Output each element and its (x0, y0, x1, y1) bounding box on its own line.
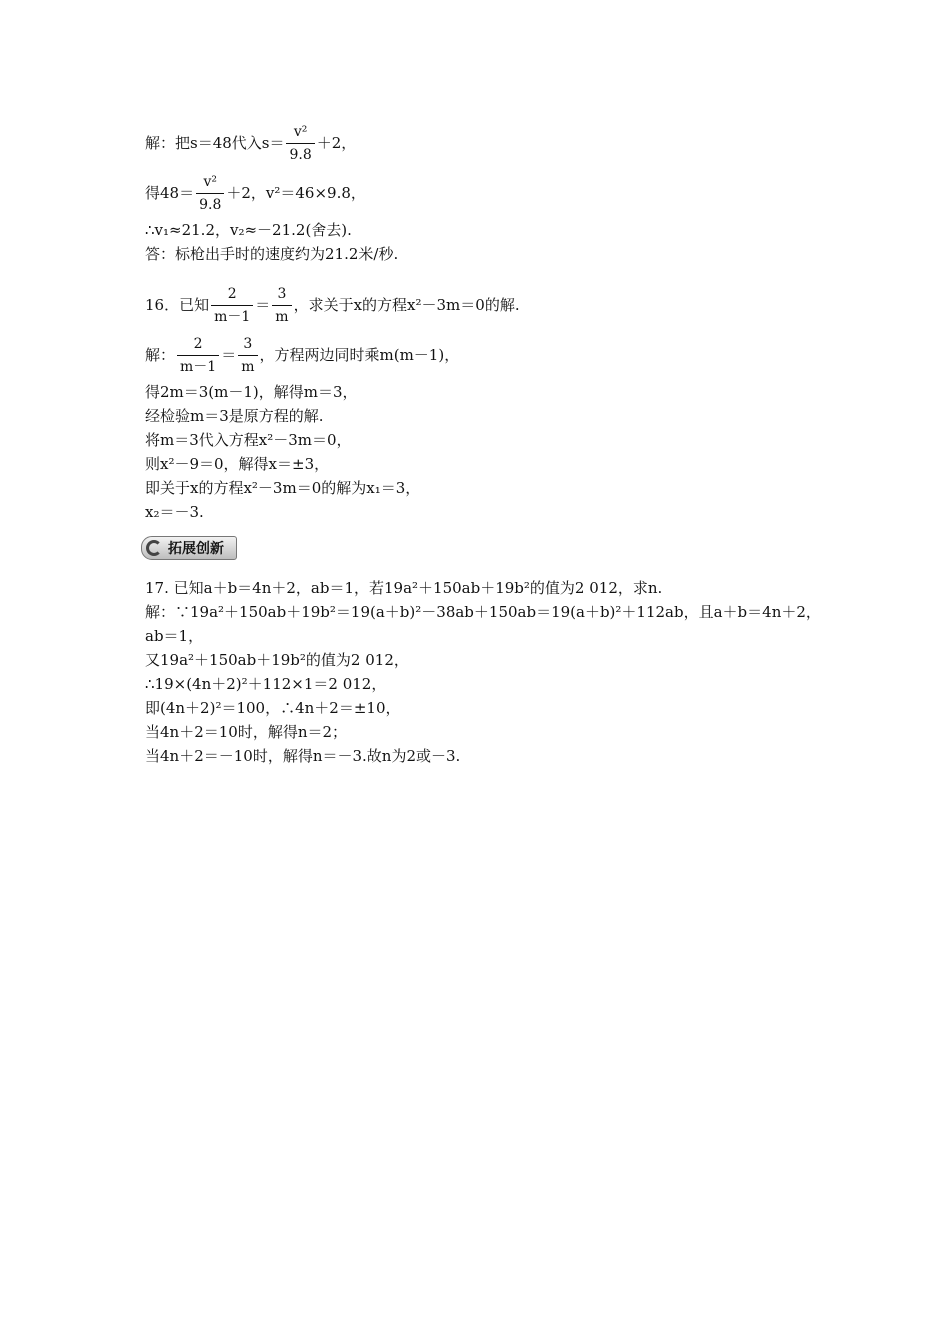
p16-solution-line: 得2m＝3(m－1)，解得m＝3， (145, 383, 358, 401)
section-badge-label: 拓展创新 (168, 541, 224, 557)
p15-answer: 答：标枪出手时的速度约为21.2米/秒. (145, 245, 399, 263)
p16-solution-suffix: ，方程两边同时乘m(m－1)， (259, 346, 460, 364)
p16-q-fraction-2 (272, 285, 291, 326)
section-header (141, 532, 825, 564)
p16-question-equals: ＝ (255, 296, 271, 314)
p17-solution-line: 当4n＋2＝－10时，解得n＝－3.故n为2或－3. (145, 747, 461, 765)
p16-solution-line: 即关于x的方程x²－3m＝0的解为x₁＝3， (145, 479, 421, 497)
p17-solution-line: 即(4n＋2)²＝100，∴4n＋2＝±10， (145, 699, 401, 717)
p15-fraction-2-denominator: 9.8 (196, 193, 224, 214)
p17-solution-line: ab＝1， (145, 627, 204, 645)
p15-fraction-1-numerator: v² (293, 123, 308, 140)
p16-q-fraction-2-numerator: 3 (277, 285, 287, 302)
p15-line-2-suffix: ＋2，v²＝46×9.8， (226, 184, 366, 202)
p17-solution-line: ∴19×(4n＋2)²＋112×1＝2 012， (145, 675, 387, 693)
p17-solution-line: 解：∵19a²＋150ab＋19b²＝19(a＋b)²－38ab＋150ab＝19(a＋b)²＋112ab，且a＋b＝4n＋2， (145, 603, 821, 621)
p17-question: 17. 已知a＋b＝4n＋2，ab＝1，若19a²＋150ab＋19b²的值为2 012，求n. (145, 579, 663, 597)
p16-q-fraction-1-numerator: 2 (227, 285, 237, 302)
document-content (145, 118, 825, 768)
p16-solution-line: 将m＝3代入方程x²－3m＝0， (145, 431, 352, 449)
p16-question-prefix: 16．已知 (145, 296, 210, 314)
p16-solution-line: 则x²－9＝0，解得x＝±3， (145, 455, 330, 473)
p16-s-fraction-2-numerator: 3 (243, 335, 253, 352)
p15-line-2-prefix: 得48＝ (145, 184, 195, 202)
c-logo-icon (146, 540, 162, 556)
p15-fraction-2-numerator: v² (203, 173, 217, 190)
p16-question (145, 280, 825, 330)
p17-solution-line: 又19a²＋150ab＋19b²的值为2 012， (145, 651, 409, 669)
p16-q-fraction-2-denominator: m (272, 305, 291, 326)
p15-line-2 (145, 168, 825, 218)
p16-solution-prefix: 解： (145, 346, 176, 364)
p16-s-fraction-2 (238, 335, 257, 376)
p15-line-3: ∴v₁≈21.2，v₂≈－21.2(舍去). (145, 221, 352, 239)
p16-solution-line-1 (145, 330, 825, 380)
p16-solution-line: 经检验m＝3是原方程的解. (145, 407, 324, 425)
p15-fraction-1-denominator: 9.8 (286, 143, 314, 164)
p15-fraction-1 (286, 123, 314, 164)
p16-question-suffix: ，求关于x的方程x²－3m＝0的解. (293, 296, 520, 314)
p16-solution-equals: ＝ (221, 346, 237, 364)
p16-s-fraction-1 (177, 335, 219, 376)
p15-line-1-suffix: ＋2， (316, 134, 357, 152)
p15-line-1-prefix: 解：把s＝48代入s＝ (145, 134, 285, 152)
p16-q-fraction-1-denominator: m－1 (211, 305, 253, 326)
section-badge (141, 536, 237, 560)
p16-s-fraction-1-denominator: m－1 (177, 355, 219, 376)
p17-solution-line: 当4n＋2＝10时，解得n＝2； (145, 723, 348, 741)
p16-q-fraction-1 (211, 285, 253, 326)
p16-solution-line: x₂＝－3. (145, 503, 204, 521)
p16-s-fraction-1-numerator: 2 (193, 335, 203, 352)
p16-s-fraction-2-denominator: m (238, 355, 257, 376)
p15-fraction-2 (196, 173, 224, 214)
p15-line-1 (145, 118, 825, 168)
